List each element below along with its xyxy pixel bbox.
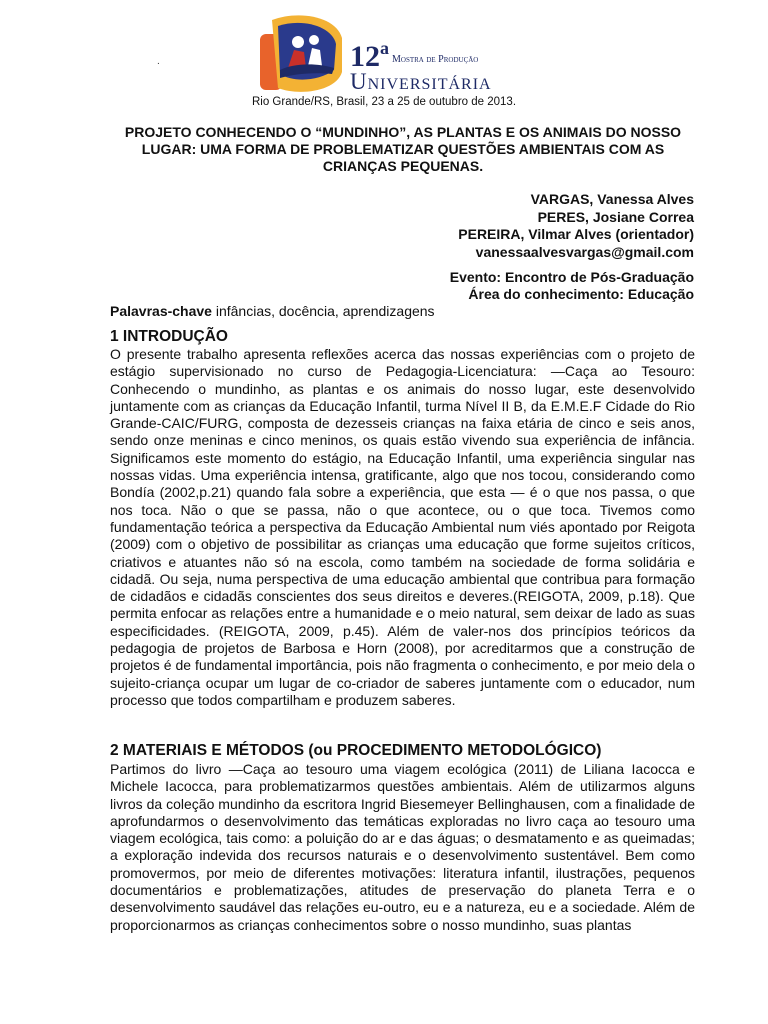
section-heading-methods: 2 MATERIAIS E MÉTODOS (ou PROCEDIMENTO METODOLÓGICO) (110, 742, 602, 759)
place-date: Rio Grande/RS, Brasil, 23 a 25 de outubro de 2013. (251, 96, 517, 108)
logo-number: 12 (350, 40, 380, 73)
logo-superscript: a (380, 38, 389, 58)
section-heading-introduction: 1 INTRODUÇÃO (110, 328, 228, 345)
area-line: Área do conhecimento: Educação (468, 286, 694, 302)
author-name: PERES, Josiane Correa (537, 208, 694, 225)
author-name: PEREIRA, Vilmar Alves (orientador) (458, 226, 694, 243)
keywords-label: Palavras-chave (110, 303, 212, 319)
logo-subtitle: Mostra de Produção (392, 54, 479, 65)
introduction-paragraph: O presente trabalho apresenta reflexões acerca das nossas experiências com o projeto de estágio supervisionado no curso de Pedagogia-Licenciatura: ―Caça ao Tesouro: Conhecendo o mundinho, as plantas e os animais do nosso lugar, este desenvolvido juntamente com as crianças da Educação Infantil, turma Nível II B, da E.M.E.F Cidade do Rio Grande-CAIC/FURG, composta de dezesseis crianças na faixa etária de cinco e seis anos, sendo onze meninas e cinco meninos, os quais estão vivendo sua experiência de infância. Significamos este momento do estágio, na Educação Infantil, uma experiência singular nas nossas vidas. Uma experiência intensa, gratificante, algo que nos tocou, considerando como Bondía (2002,p.21) quando fala sobre a experiência, que esta ― é o que nos passa, o que nos toca. Não o que se passa, não o que acontece, ou o que toca. Tivemos como fundamentação teórica a perspectiva da Educação Ambiental num viés apontado por Reigota (2009) com o objetivo de possibilitar as crianças uma educação que forme sujeitos críticos, criativos e atuantes não só na escola, como também na sociedade de forma solidária e cidadã. Ou seja, numa perspectiva de uma educação ambiental que contribua para formação de cidadãos e cidadãs conscientes dos seus direitos e deveres.(REIGOTA, 2009, p.18). Que permita enfocar as relações entre a humanidade e o meio natural, sem deixar de lado as suas especificidades. (REIGOTA, 2009, p.45). Além de valer-nos dos princípios teóricos da pedagogia de projetos de Barbosa e Horn (2008), por acreditarmos que a construção de projetos é de fundamental importância, pois não fragmenta o conhecimento, e por meio dela o sujeito-criança ocupar um lugar de co-criador de saberes juntamente com o educador, num processo que todos compartilham e produzem saberes. (110, 346, 695, 708)
keywords (110, 303, 435, 319)
event-line: Evento: Encontro de Pós-Graduação (449, 269, 694, 285)
author-name: VARGAS, Vanessa Alves (530, 191, 694, 207)
logo-emblem-icon (258, 12, 348, 96)
document-title: PROJETO CONHECENDO O “MUNDINHO”, AS PLANTAS E OS ANIMAIS DO NOSSO LUGAR: UMA FORMA DE PROBLEMATIZAR QUESTÕES AMBIENTAIS COM AS CRIANÇAS PEQUENAS. (124, 124, 682, 174)
logo-title: Universitária (350, 69, 492, 94)
event-block (450, 269, 694, 303)
event-logo (258, 12, 520, 96)
keywords-text: infâncias, docência, aprendizagens (211, 303, 435, 319)
authors-block (458, 191, 694, 262)
stray-mark: . (157, 56, 160, 67)
methods-paragraph: Partimos do livro ―Caça ao tesouro uma viagem ecológica (2011) de Liliana Iacocca e Michele Iacocca, para problematizarmos questões ambientais. Além de utilizarmos alguns livros da coleção mundinho da escritora Ingrid Biesemeyer Bellinghausen, com a finalidade de aprofundarmos o desenvolvimento das temáticas exploradas no livro caça ao tesouro uma viagem ecológica, tais como: a poluição do ar e das águas; o desmatamento e as queimadas; a exploração indevida dos recursos naturais e o desenvolvimento sustentável. Bem como promovermos, por meio de diferentes motivações: literatura infantil, ilustrações, pequenos documentários e problematizações, atitudes de preservação do planeta Terra e o desenvolvimento saudável das relações eu-outro, eu e a natureza, eu e a sociedade. Além de proporcionarmos as crianças conhecimentos sobre o nosso mundinho, suas plantas (110, 761, 695, 933)
author-email: vanessaalvesvargas@gmail.com (475, 244, 694, 261)
